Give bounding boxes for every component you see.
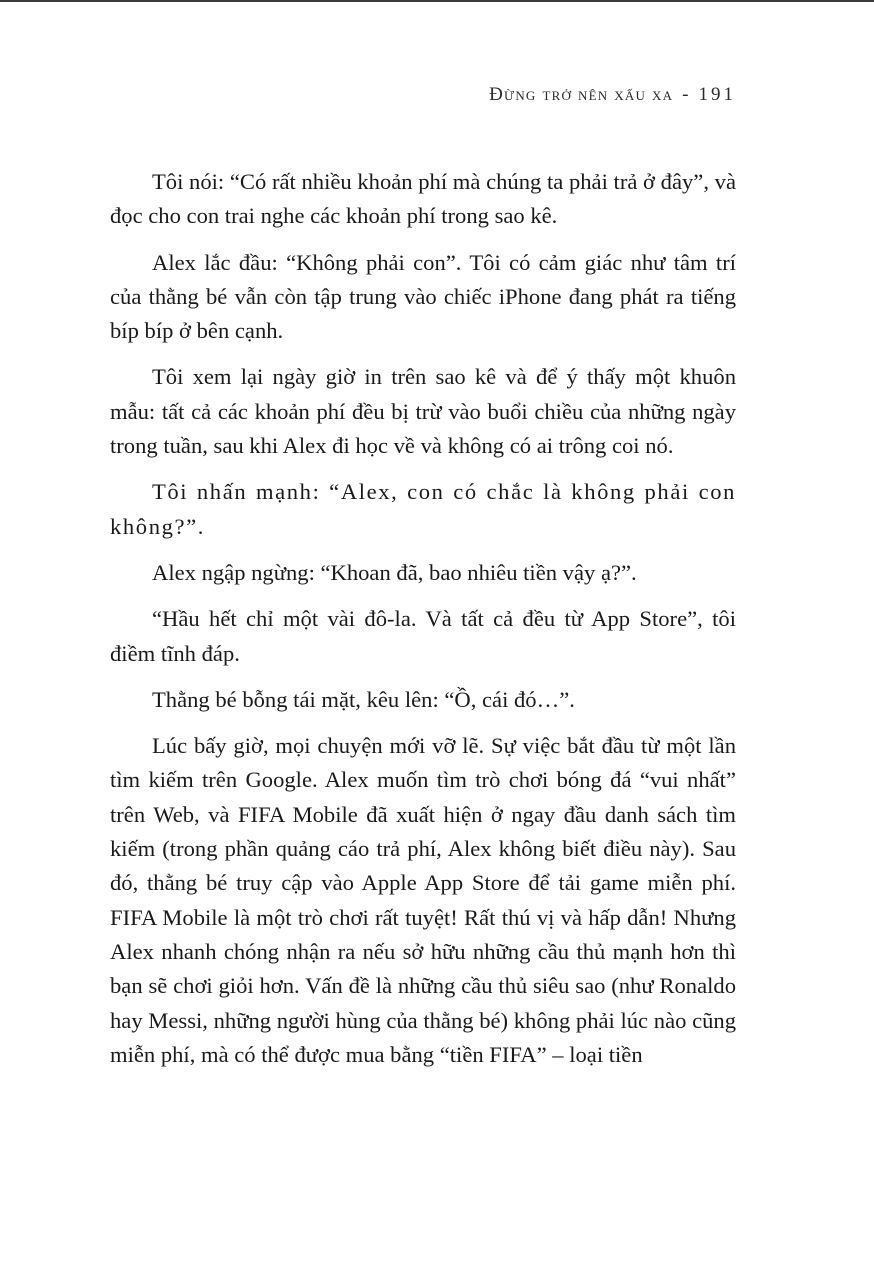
paragraph-1: Tôi nói: “Có rất nhiều khoản phí mà chúng ta phải trả ở đây”, và đọc cho con trai nghe các khoản phí trong sao kê. <box>110 169 736 229</box>
paragraph-3: Tôi xem lại ngày giờ in trên sao kê và để ý thấy một khuôn mẫu: tất cả các khoản phí đều bị trừ vào buổi chiều của những ngày trong tuần, sau khi Alex đi học về và không có ai trông coi nó. <box>110 364 736 459</box>
paragraph-4: Tôi nhấn mạnh: “Alex, con có chắc là không phải con không?”. <box>110 479 736 539</box>
paragraph-5: Alex ngập ngừng: “Khoan đã, bao nhiêu tiền vậy ạ?”. <box>152 559 637 585</box>
page-top-border <box>0 0 874 2</box>
paragraph-6: “Hầu hết chỉ một vài đô-la. Và tất cả đều từ App Store”, tôi điềm tĩnh đáp. <box>110 606 736 666</box>
paragraph-7: Thằng bé bỗng tái mặt, kêu lên: “Ồ, cái đó…”. <box>152 686 575 712</box>
chapter-title: Đừng trở nên xấu xa <box>489 84 674 105</box>
page-number: 191 <box>698 84 736 105</box>
paragraph-2: Alex lắc đầu: “Không phải con”. Tôi có cảm giác như tâm trí của thằng bé vẫn còn tập trung vào chiếc iPhone đang phát ra tiếng bíp bíp ở bên cạnh. <box>110 249 736 344</box>
header-separator: - <box>682 84 690 105</box>
paragraph-8: Lúc bấy giờ, mọi chuyện mới vỡ lẽ. Sự việc bắt đầu từ một lần tìm kiếm trên Google. Alex muốn tìm trò chơi bóng đá “vui nhất” trên Web, và FIFA Mobile đã xuất hiện ở ngay đầu danh sách tìm kiếm (trong phần quảng cáo trả phí, Alex không biết điều này). Sau đó, thằng bé truy cập vào Apple App Store để tải game miễn phí. FIFA Mobile là một trò chơi rất tuyệt! Rất thú vị và hấp dẫn! Nhưng Alex nhanh chóng nhận ra nếu sở hữu những cầu thủ mạnh hơn thì bạn sẽ chơi giỏi hơn. Vấn đề là những cầu thủ siêu sao (như Ronaldo hay Messi, những người hùng của thằng bé) không phải lúc nào cũng miễn phí, mà có thể được mua bằng “tiền FIFA” – loại tiền <box>110 733 736 1067</box>
body-text <box>110 165 736 1084</box>
running-header <box>489 84 736 106</box>
